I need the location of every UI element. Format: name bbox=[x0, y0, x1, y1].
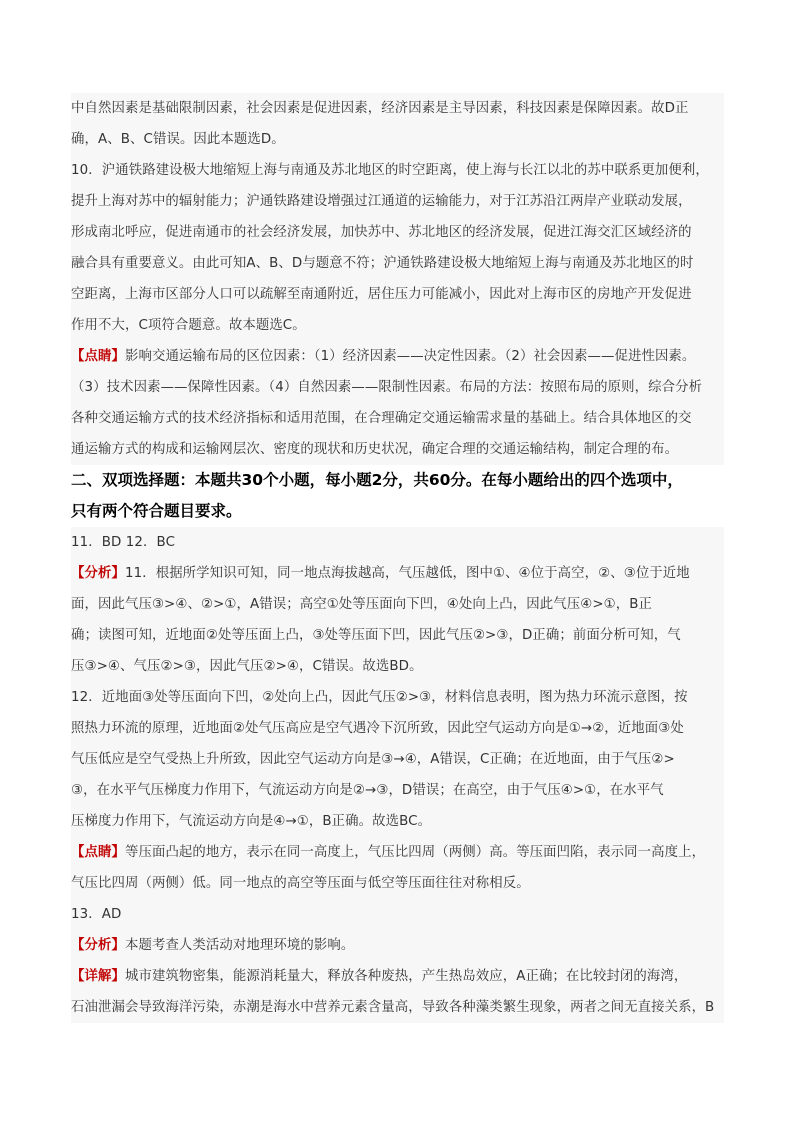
tip-block-2 bbox=[71, 837, 724, 899]
text-line: 确，A、B、C错误。因此本题选D。 bbox=[71, 132, 285, 147]
analysis-tag: 【分析】 bbox=[71, 938, 125, 953]
text-line: 照热力环流的原理，近地面②处气压高应是空气遇冷下沉所致，因此空气运动方向是①→②，近地面③处 bbox=[71, 721, 684, 736]
text-line: 形成南北呼应，促进南通市的社会经济发展，加快苏中、苏北地区的经济发展，促进江海交汇区域经济的 bbox=[71, 225, 692, 240]
text-line: 压③>④、气压②>③，因此气压②>④，C错误。故选BD。 bbox=[71, 659, 423, 674]
detail-tag: 【详解】 bbox=[71, 969, 125, 984]
text-line: 作用不大，C项符合题意。故本题选C。 bbox=[71, 318, 306, 333]
text-line: 10．沪通铁路建设极大地缩短上海与南通及苏北地区的时空距离，使上海与长江以北的苏中联系更加便利， bbox=[71, 163, 709, 178]
question-12-explanation bbox=[71, 682, 724, 837]
answer-line: 13．AD bbox=[71, 907, 122, 922]
text-line: 石油泄漏会导致海洋污染，赤潮是海水中营养元素含量高，导致各种藻类繁生现象，两者之间无直接关系，B bbox=[71, 1000, 715, 1015]
tip-tag: 【点睛】 bbox=[71, 349, 125, 364]
text-line: 12．近地面③处等压面向下凹，②处向上凸，因此气压②>③，材料信息表明，图为热力环流示意图，按 bbox=[71, 690, 688, 705]
analysis-block-1 bbox=[71, 558, 724, 682]
text-line: 面，因此气压③>④、②>①，A错误；高空①处等压面向下凹，④处向上凸，因此气压④>①，B正 bbox=[71, 597, 653, 612]
paragraph-continued bbox=[71, 93, 724, 155]
text-line: 【分析】11．根据所学知识可知，同一地点海拔越高，气压越低，图中①、④位于高空，②、③位于近地 bbox=[71, 566, 690, 581]
section-title-line: 只有两个符合题目要求。 bbox=[71, 502, 242, 520]
text-line: 通运输方式的构成和运输网层次、密度的现状和历史状况，确定合理的交通运输结构，制定合理的布。 bbox=[71, 442, 679, 457]
text-line: 【详解】城市建筑物密集，能源消耗量大，释放各种废热，产生热岛效应，A正确；在比较封闭的海湾， bbox=[71, 969, 688, 984]
section-heading bbox=[71, 465, 724, 527]
text-line: 空距离，上海市区部分人口可以疏解至南通附近，居住压力可能减小，因此对上海市区的房地产开发促进 bbox=[71, 287, 692, 302]
text-line: 气压低应是空气受热上升所致，因此空气运动方向是③→④，A错误，C正确；在近地面，由于气压②> bbox=[71, 752, 675, 767]
text-line: （3）技术因素——保障性因素。（4）自然因素——限制性因素。布局的方法：按照布局的原则，综合分析 bbox=[71, 380, 703, 395]
text-line: 各种交通运输方式的技术经济指标和适用范围，在合理确定交通运输需求量的基础上。结合具体地区的交 bbox=[71, 411, 692, 426]
tip-block-1 bbox=[71, 341, 724, 465]
tip-tag: 【点睛】 bbox=[71, 845, 125, 860]
text-line: 融合具有重要意义。由此可知A、B、D与题意不符；沪通铁路建设极大地缩短上海与南通及苏北地区的时 bbox=[71, 256, 694, 271]
answer-line: 11．BD 12．BC bbox=[71, 535, 176, 550]
text-line: 中自然因素是基础限制因素，社会因素是促进因素，经济因素是主导因素，科技因素是保障因素。故D正 bbox=[71, 101, 689, 116]
analysis-tag: 【分析】 bbox=[71, 566, 125, 581]
detail-block bbox=[71, 961, 724, 1023]
text-line: ③，在水平气压梯度力作用下，气流运动方向是②→③，D错误；在高空，由于气压④>①，在水平气 bbox=[71, 783, 664, 798]
text-line: 气压比四周（两侧）低。同一地点的高空等压面与低空等压面往往对称相反。 bbox=[71, 876, 530, 891]
question-10-explanation bbox=[71, 155, 724, 341]
text-line: 确；读图可知，近地面②处等压面上凸，③处等压面下凹，因此气压②>③，D正确；前面分析可知，气 bbox=[71, 628, 681, 643]
document-body bbox=[71, 93, 724, 1023]
text-line: 【点睛】影响交通运输布局的区位因素：（1）经济因素——决定性因素。（2）社会因素——促进性因素。 bbox=[71, 349, 696, 364]
section-title-line: 二、双项选择题：本题共30个小题，每小题2分，共60分。在每小题给出的四个选项中， bbox=[71, 471, 683, 489]
text-line: 提升上海对苏中的辐射能力；沪通铁路建设增强过江通道的运输能力，对于江苏沿江两岸产业联动发展， bbox=[71, 194, 692, 209]
text-line: 压梯度力作用下，气流运动方向是④→①，B正确。故选BC。 bbox=[71, 814, 432, 829]
text-line: 【分析】本题考查人类活动对地理环境的影响。 bbox=[71, 938, 355, 953]
analysis-block-2 bbox=[71, 930, 724, 961]
text-line: 【点睛】等压面凸起的地方，表示在同一高度上，气压比四周（两侧）高。等压面凹陷，表示同一高度上， bbox=[71, 845, 706, 860]
